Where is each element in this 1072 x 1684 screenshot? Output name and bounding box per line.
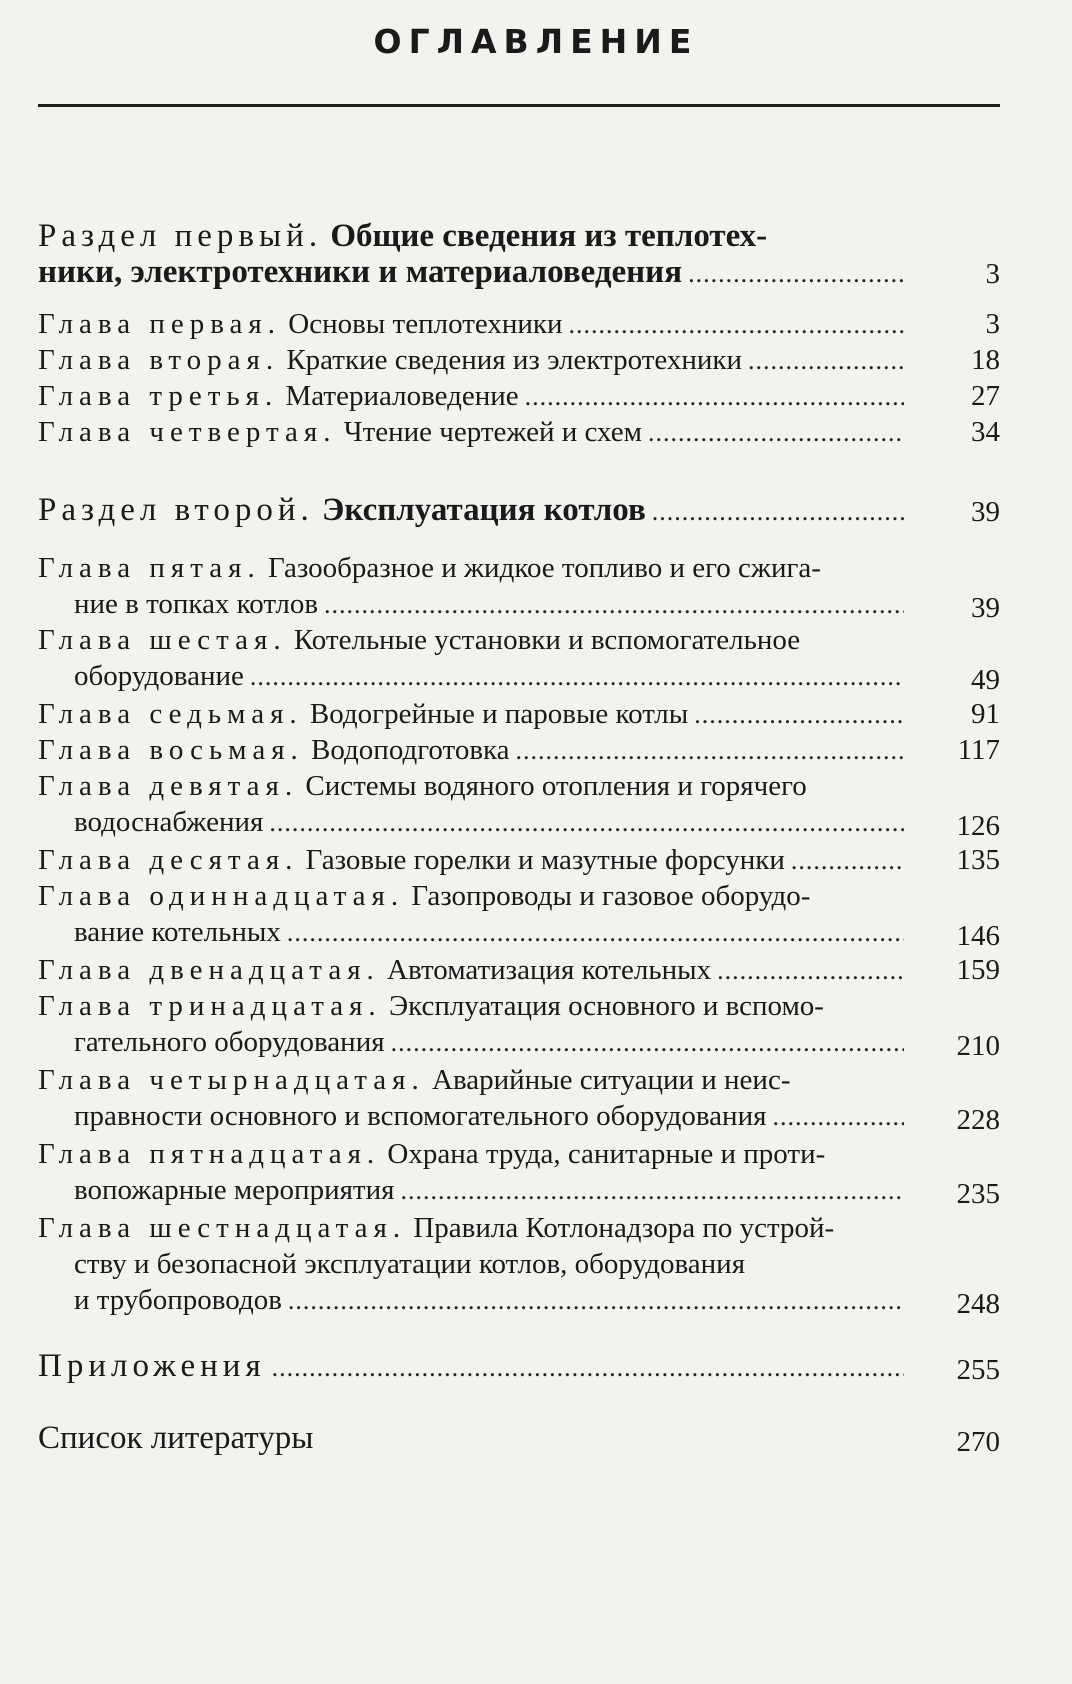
entry-title: и трубопроводов (74, 1284, 282, 1316)
page-number: 27 (971, 380, 1000, 412)
entry-title: Охрана труда, санитарные и проти- (387, 1138, 826, 1170)
entry-label: Глава одиннадцатая. (38, 880, 405, 912)
leader-dots (272, 1348, 904, 1388)
entry-title: гательного оборудования (74, 1026, 385, 1058)
entry-title: оборудование (74, 660, 244, 692)
entry-title: Список литературы (38, 1420, 314, 1456)
page-number: 235 (956, 1178, 1000, 1210)
entry-label: Глава четвертая. (38, 416, 337, 448)
entry-label: Глава девятая. (38, 770, 299, 802)
leader-dots (648, 415, 904, 451)
leader-dots (391, 1025, 904, 1061)
entry-title: Общие сведения из теплотех- (330, 218, 768, 254)
entry-title: Аварийные ситуации и неис- (432, 1064, 791, 1096)
page-number: 270 (956, 1426, 1000, 1458)
leader-dots (748, 343, 904, 379)
entry-title: Котельные установки и вспомогательное (293, 624, 801, 656)
entry-title: ние в топках котлов (74, 588, 319, 620)
entry-title: Водоподготовка (311, 734, 510, 766)
leader-dots (688, 254, 904, 294)
leader-dots (516, 733, 904, 769)
entry-title: вопожарные мероприятия (74, 1174, 395, 1206)
page-number: 159 (956, 954, 1000, 986)
page-number: 49 (971, 664, 1000, 696)
entry-title: Чтение чертежей и схем (343, 416, 642, 448)
entry-label: Глава десятая. (38, 844, 299, 876)
entry-label: Глава пятая. (38, 552, 261, 584)
page-number: 117 (957, 734, 1000, 766)
entry-title: Газовые горелки и мазутные форсунки (305, 844, 785, 876)
page-number: 39 (971, 592, 1000, 624)
entry-title: Водогрейные и паровые котлы (309, 698, 689, 730)
leader-dots (694, 697, 904, 733)
entry-label: Приложения (38, 1348, 266, 1384)
page-number: 210 (956, 1030, 1000, 1062)
entry-label: Глава седьмая. (38, 698, 303, 730)
entry-title: ники, электротехники и материаловедения (38, 254, 683, 290)
entry-label: Глава восьмая. (38, 734, 304, 766)
leader-dots (287, 915, 904, 951)
leader-dots (772, 1099, 904, 1135)
leader-dots (324, 587, 904, 623)
entry-label: Глава тринадцатая. (38, 990, 382, 1022)
entry-title: вание котельных (74, 916, 281, 948)
entry-title: водоснабжения (74, 806, 264, 838)
entry-title: правности основного и вспомогательного оборудования (74, 1100, 767, 1132)
entry-title: Газопроводы и газовое оборудо- (411, 880, 811, 912)
leader-dots (717, 953, 904, 989)
entry-title: Автоматизация котельных (387, 954, 712, 986)
page-number: 146 (956, 920, 1000, 952)
entry-label: Глава шестнадцатая. (38, 1212, 407, 1244)
entry-label: Раздел первый. (38, 218, 323, 254)
entry-label: Глава двенадцатая. (38, 954, 380, 986)
leader-dots (288, 1283, 904, 1319)
entry-title: Краткие сведения из электротехники (286, 344, 743, 376)
entry-label: Глава третья. (38, 380, 279, 412)
page-number: 91 (971, 698, 1000, 730)
entry-label: Глава первая. (38, 308, 282, 340)
entry-title: Газообразное и жидкое топливо и его сжига- (267, 552, 821, 584)
page-number: 126 (956, 810, 1000, 842)
page-title: ОГЛАВЛЕНИЕ (373, 22, 699, 61)
leader-dots (525, 379, 904, 415)
leader-dots (250, 659, 904, 695)
entry-label: Глава пятнадцатая. (38, 1138, 381, 1170)
entry-label: Глава вторая. (38, 344, 280, 376)
entry-label: Глава четырнадцатая. (38, 1064, 425, 1096)
entry-title: Основы теплотехники (288, 308, 563, 340)
page-number: 3 (985, 258, 1000, 290)
entry-title: Материаловедение (285, 380, 519, 412)
leader-dots (269, 805, 904, 841)
page-number: 18 (971, 344, 1000, 376)
page-number: 39 (971, 496, 1000, 528)
leader-dots (569, 307, 904, 343)
page-number: 248 (956, 1288, 1000, 1320)
page-number: 135 (956, 844, 1000, 876)
leader-dots (791, 843, 904, 879)
entry-label: Раздел второй. (38, 492, 314, 528)
page-number: 228 (956, 1104, 1000, 1136)
page-number: 34 (971, 416, 1000, 448)
entry-label: Глава шестая. (38, 624, 287, 656)
entry-title: Эксплуатация основного и вспомо- (388, 990, 824, 1022)
entry-title: Эксплуатация котлов (322, 492, 646, 528)
entry-title: Системы водяного отопления и горячего (305, 770, 807, 802)
leader-dots (652, 492, 904, 532)
leader-dots (400, 1173, 904, 1209)
page-number: 3 (985, 308, 1000, 340)
entry-title: ству и безопасной эксплуатации котлов, оборудования (74, 1248, 746, 1280)
title-rule (38, 104, 1000, 107)
entry-title: Правила Котлонадзора по устрой- (413, 1212, 835, 1244)
page-number: 255 (956, 1354, 1000, 1386)
